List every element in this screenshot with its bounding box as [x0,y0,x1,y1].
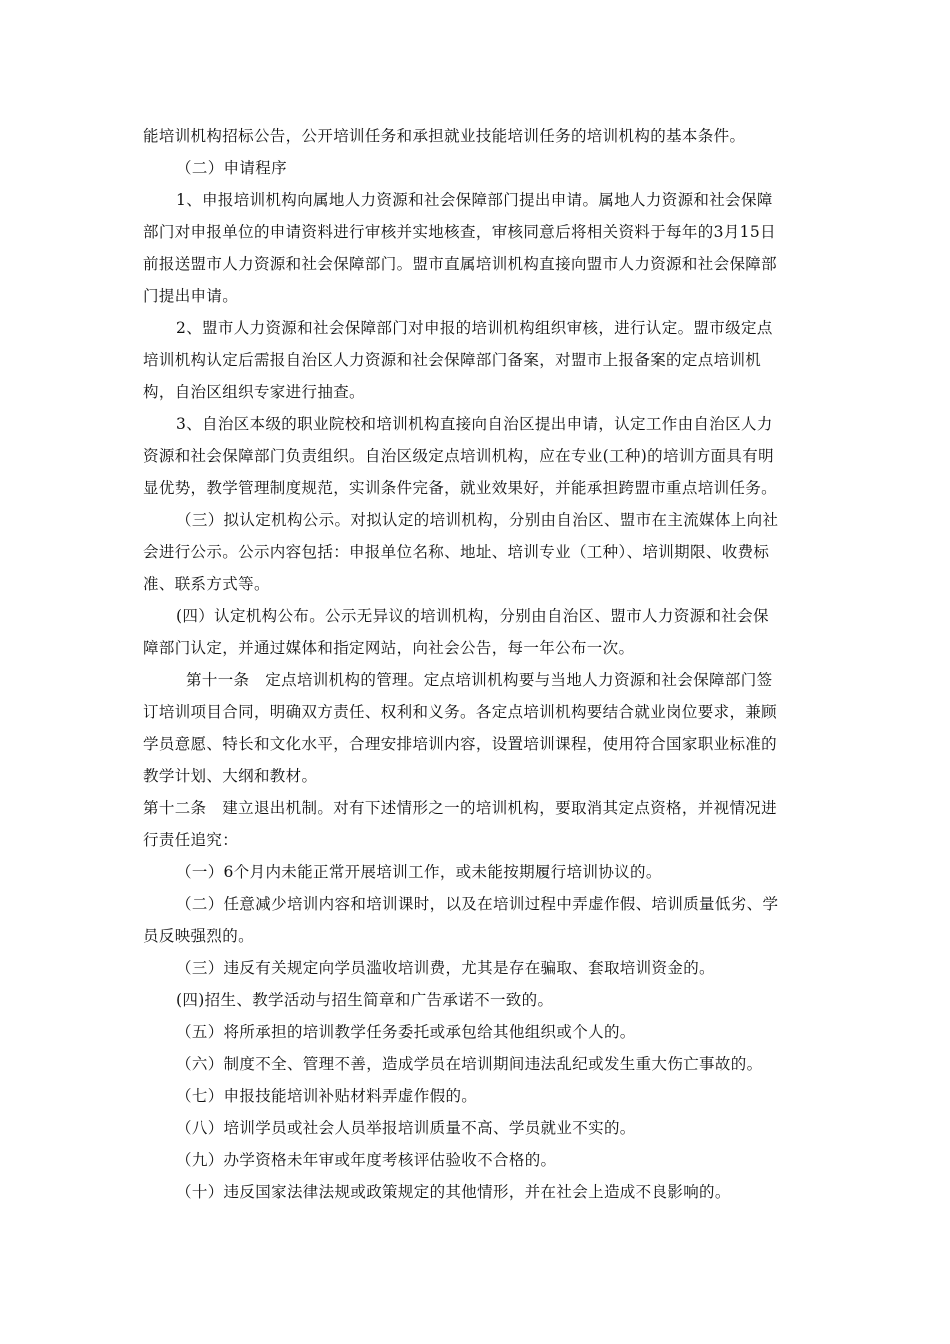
text-line: 显优势，教学管理制度规范，实训条件完备，就业效果好，并能承担跨盟市重点培训任务。 [143,479,778,497]
list-item: （三）违反有关规定向学员滥收培训费，尤其是存在骗取、套取培训资金的。 [176,959,715,977]
list-item: (四)招生、教学活动与招生简章和广告承诺不一致的。 [176,991,554,1009]
text-line: 1、申报培训机构向属地人力资源和社会保障部门提出申请。属地人力资源和社会保障 [176,191,773,209]
text-line: 门提出申请。 [143,287,239,305]
list-item: （十）违反国家法律法规或政策规定的其他情形，并在社会上造成不良影响的。 [176,1183,731,1201]
text-line: 能培训机构招标公告，公开培训任务和承担就业技能培训任务的培训机构的基本条件。 [143,127,746,145]
text-line: 2、盟市人力资源和社会保障部门对申报的培训机构组织审核，进行认定。盟市级定点 [176,319,773,337]
text-line: 构，自治区组织专家进行抽查。 [143,383,365,401]
list-item: （七）申报技能培训补贴材料弄虚作假的。 [176,1087,478,1105]
text-line: (四）认定机构公布。公示无异议的培训机构，分别由自治区、盟市人力资源和社会保 [176,607,769,625]
text-line: 会进行公示。公示内容包括：申报单位名称、地址、培训专业（工种）、培训期限、收费标 [143,543,770,561]
section-heading: （二）申请程序 [176,159,287,177]
text-line: 前报送盟市人力资源和社会保障部门。盟市直属培训机构直接向盟市人力资源和社会保障部 [143,255,778,273]
text-line: 行责任追究： [143,831,239,849]
list-item: （八）培训学员或社会人员举报培训质量不高、学员就业不实的。 [176,1119,636,1137]
text-line: 教学计划、大纲和教材。 [143,767,318,785]
list-item: （一）6个月内未能正常开展培训工作，或未能按期履行培训协议的。 [176,863,662,881]
list-item: （九）办学资格未年审或年度考核评估验收不合格的。 [176,1151,557,1169]
text-line: 订培训项目合同，明确双方责任、权利和义务。各定点培训机构要结合就业岗位要求，兼顾 [143,703,778,721]
text-line: 3、自治区本级的职业院校和培训机构直接向自治区提出申请，认定工作由自治区人力 [176,415,773,433]
text-line: 员反映强烈的。 [143,927,254,945]
list-item: （六）制度不全、管理不善，造成学员在培训期间违法乱纪或发生重大伤亡事故的。 [176,1055,763,1073]
article-heading: 第十一条 定点培训机构的管理。定点培训机构要与当地人力资源和社会保障部门签 [186,671,773,689]
text-line: 学员意愿、特长和文化水平，合理安排培训内容，设置培训课程，使用符合国家职业标准的 [143,735,778,753]
list-item: （二）任意减少培训内容和培训课时，以及在培训过程中弄虚作假、培训质量低劣、学 [176,895,779,913]
list-item: （五）将所承担的培训教学任务委托或承包给其他组织或个人的。 [176,1023,636,1041]
text-line: 培训机构认定后需报自治区人力资源和社会保障部门备案，对盟市上报备案的定点培训机 [143,351,762,369]
text-line: 资源和社会保障部门负责组织。自治区级定点培训机构，应在专业(工种)的培训方面具有明 [143,447,774,465]
text-line: （三）拟认定机构公示。对拟认定的培训机构，分别由自治区、盟市在主流媒体上向社 [176,511,779,529]
text-line: 准、联系方式等。 [143,575,270,593]
text-line: 部门对申报单位的申请资料进行审核并实地核查，审核同意后将相关资料于每年的3月15日 [143,223,776,241]
text-line: 障部门认定，并通过媒体和指定网站，向社会公告，每一年公布一次。 [143,639,635,657]
article-heading: 第十二条 建立退出机制。对有下述情形之一的培训机构，要取消其定点资格，并视情况进 [143,799,778,817]
